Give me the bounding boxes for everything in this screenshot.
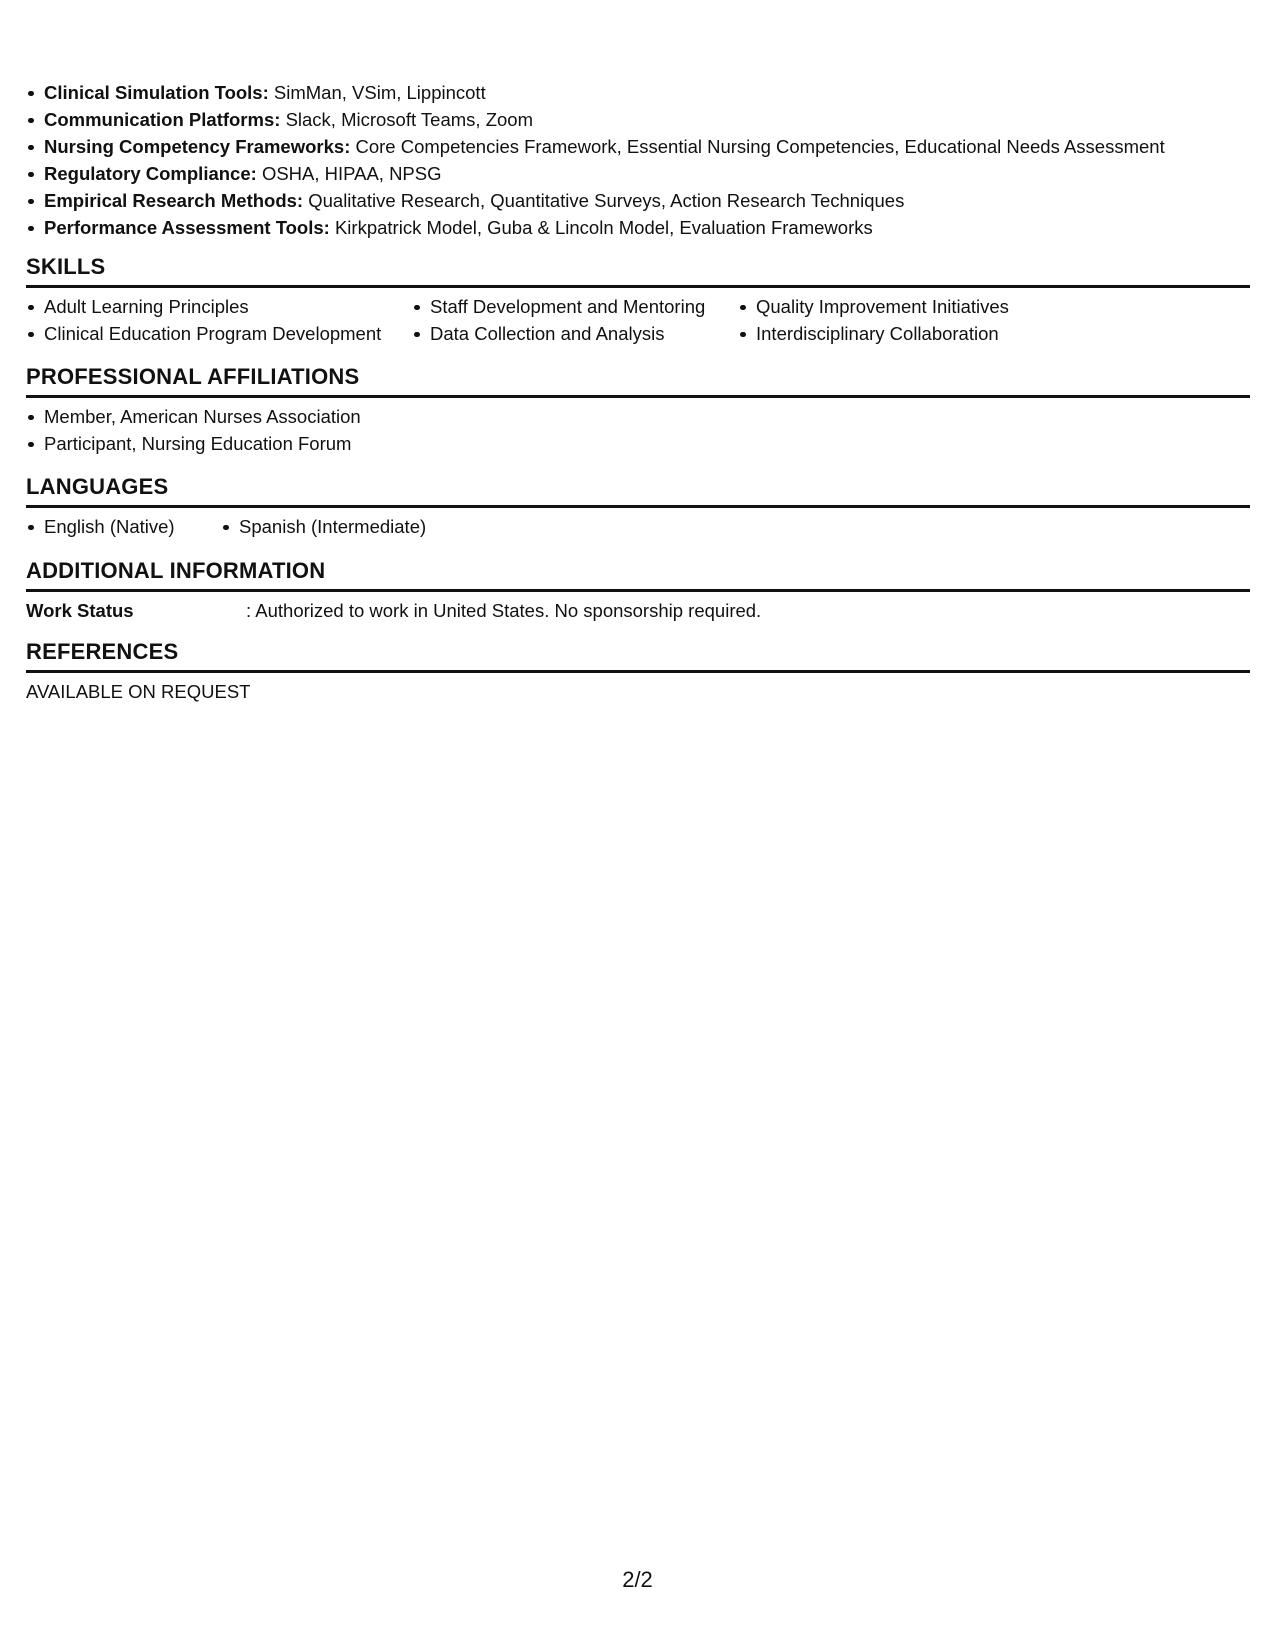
tool-category-label: Regulatory Compliance: bbox=[44, 163, 257, 184]
work-status-value: : Authorized to work in United States. No sponsorship required. bbox=[246, 600, 762, 621]
references-section bbox=[26, 639, 1250, 705]
list-item: Interdisciplinary Collaboration bbox=[738, 320, 1038, 347]
skills-column bbox=[412, 293, 738, 347]
list-item bbox=[26, 133, 1165, 160]
section-title: PROFESSIONAL AFFILIATIONS bbox=[26, 364, 1250, 398]
tool-category-value: SimMan, VSim, Lippincott bbox=[273, 82, 486, 103]
tool-category-value: Qualitative Research, Quantitative Surveys, Action Research Techniques bbox=[308, 190, 905, 211]
tool-category-label: Communication Platforms: bbox=[44, 109, 281, 130]
section-title: REFERENCES bbox=[26, 639, 1250, 673]
list-item bbox=[26, 106, 1165, 133]
list-item: English (Native) bbox=[26, 513, 221, 540]
tool-category-label: Clinical Simulation Tools: bbox=[44, 82, 269, 103]
references-text: AVAILABLE ON REQUEST bbox=[26, 681, 251, 702]
additional-info-section bbox=[26, 558, 1250, 624]
list-item: Data Collection and Analysis bbox=[412, 320, 738, 347]
skills-column bbox=[738, 293, 1038, 347]
list-item: Member, American Nurses Association bbox=[26, 403, 1250, 430]
skills-section bbox=[26, 254, 1250, 347]
section-title: ADDITIONAL INFORMATION bbox=[26, 558, 1250, 592]
work-status-label: Work Status bbox=[26, 600, 134, 621]
tool-category-label: Performance Assessment Tools: bbox=[44, 217, 330, 238]
list-item bbox=[26, 160, 1165, 187]
tool-category-value: Kirkpatrick Model, Guba & Lincoln Model, Evaluation Frameworks bbox=[334, 217, 873, 238]
list-item: Quality Improvement Initiatives bbox=[738, 293, 1038, 320]
work-status-row bbox=[26, 597, 1250, 624]
list-item: Adult Learning Principles bbox=[26, 293, 412, 320]
list-item bbox=[26, 79, 1165, 106]
tool-category-label: Empirical Research Methods: bbox=[44, 190, 304, 211]
affiliations-list bbox=[26, 403, 1250, 457]
skills-columns bbox=[26, 293, 1250, 347]
list-item bbox=[26, 214, 1165, 241]
languages-section bbox=[26, 474, 1250, 540]
tool-category-value: OSHA, HIPAA, NPSG bbox=[261, 163, 442, 184]
section-title: SKILLS bbox=[26, 254, 1250, 288]
tool-category-value: Slack, Microsoft Teams, Zoom bbox=[285, 109, 533, 130]
section-title: LANGUAGES bbox=[26, 474, 1250, 508]
page-number: 2/2 bbox=[622, 1567, 653, 1592]
tool-category-value: Core Competencies Framework, Essential Nursing Competencies, Educational Needs Assessment bbox=[355, 136, 1165, 157]
affiliations-section bbox=[26, 364, 1250, 457]
tool-category-label: Nursing Competency Frameworks: bbox=[44, 136, 351, 157]
list-item bbox=[26, 187, 1165, 214]
list-item: Staff Development and Mentoring bbox=[412, 293, 738, 320]
list-item: Clinical Education Program Development bbox=[26, 320, 412, 347]
languages-list bbox=[26, 513, 1250, 540]
list-item: Spanish (Intermediate) bbox=[221, 513, 426, 540]
skills-column bbox=[26, 293, 412, 347]
list-item: Participant, Nursing Education Forum bbox=[26, 430, 1250, 457]
tools-list bbox=[26, 79, 1165, 241]
